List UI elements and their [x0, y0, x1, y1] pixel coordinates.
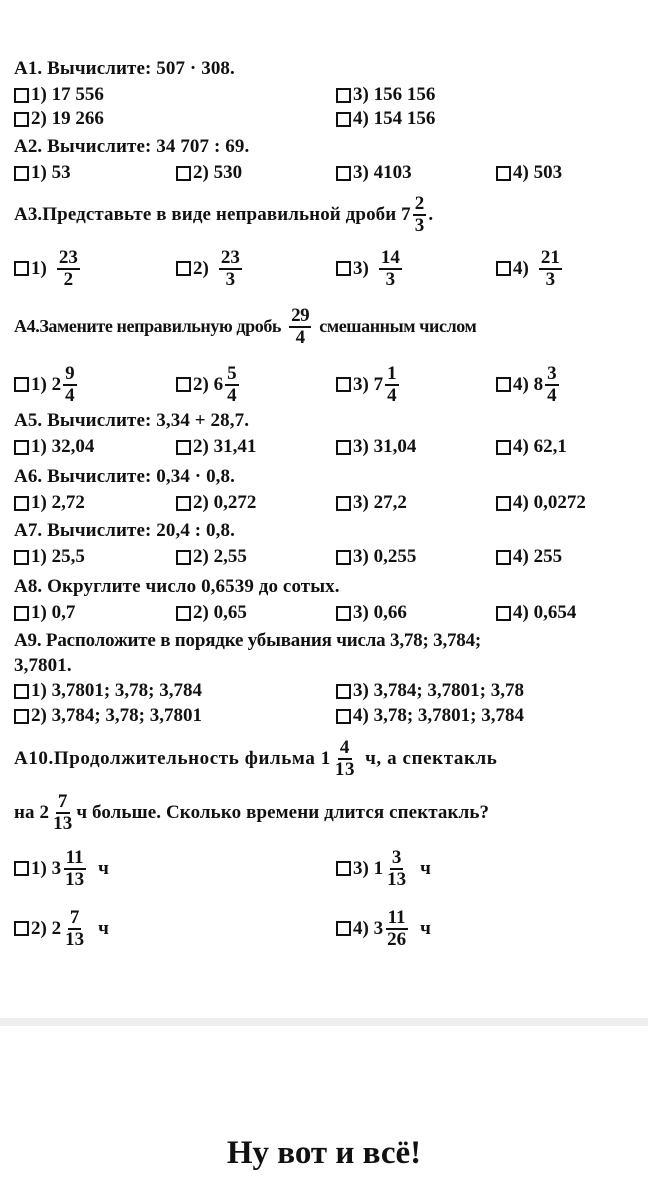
checkbox[interactable] — [336, 709, 351, 724]
option-a7-4[interactable]: 4) 255 — [496, 546, 562, 568]
question-a7: А7. Вычислите: 20,4 : 0,8. — [14, 520, 235, 541]
option-a10-1[interactable]: 1) 3 $\frac{11}{13}$ ч — [14, 848, 109, 890]
option-a8-3[interactable]: 3) 0,66 — [336, 602, 407, 624]
checkbox[interactable] — [336, 550, 351, 565]
checkbox[interactable] — [14, 684, 29, 699]
option-a9-2[interactable]: 2) 3,784; 3,78; 3,7801 — [14, 705, 202, 727]
option-a6-4[interactable]: 4) 0,0272 — [496, 492, 586, 514]
option-a5-3[interactable]: 3) 31,04 — [336, 436, 416, 458]
checkbox[interactable] — [336, 166, 351, 181]
question-a6: А6. Вычислите: 0,34 · 0,8. — [14, 466, 235, 487]
question-a4: А4. Замените неправильную дробь $\frac{29}{4}$ смешанным числом — [14, 305, 477, 348]
option-a9-4[interactable]: 4) 3,78; 3,7801; 3,784 — [336, 705, 524, 727]
option-a1-1[interactable]: 1) 17 556 — [14, 84, 104, 106]
question-a9: А9. Расположите в порядке убывания числа 3,78; 3,784; — [14, 630, 482, 651]
question-a3: А3. Представьте в виде неправильной дроби 7 $\frac{2}{3}$ . — [14, 193, 434, 236]
option-a3-2[interactable]: 2) $\frac{23}{3}$ — [176, 248, 244, 290]
checkbox[interactable] — [496, 261, 511, 276]
option-a1-4[interactable]: 4) 154 156 — [336, 108, 435, 130]
option-a2-1[interactable]: 1) 53 — [14, 162, 71, 184]
question-a8: А8. Округлите число 0,6539 до сотых. — [14, 576, 340, 597]
option-a4-4[interactable]: 4) 8 $\frac{3}{4}$ — [496, 364, 561, 406]
checkbox[interactable] — [176, 261, 191, 276]
option-a9-1[interactable]: 1) 3,7801; 3,78; 3,784 — [14, 680, 202, 702]
checkbox[interactable] — [176, 166, 191, 181]
checkbox[interactable] — [176, 440, 191, 455]
option-a6-2[interactable]: 2) 0,272 — [176, 492, 256, 514]
option-a1-2[interactable]: 2) 19 266 — [14, 108, 104, 130]
checkbox[interactable] — [14, 606, 29, 621]
checkbox[interactable] — [176, 550, 191, 565]
divider — [0, 1018, 648, 1026]
question-a9-continued: 3,7801. — [14, 655, 72, 676]
option-a7-1[interactable]: 1) 25,5 — [14, 546, 85, 568]
fraction: $\frac{4}{13}$ — [334, 737, 356, 780]
checkbox[interactable] — [176, 606, 191, 621]
checkbox[interactable] — [14, 377, 29, 392]
checkbox[interactable] — [14, 496, 29, 511]
checkbox[interactable] — [14, 440, 29, 455]
checkbox[interactable] — [336, 261, 351, 276]
option-a10-3[interactable]: 3) 1 $\frac{3}{13}$ ч — [336, 848, 431, 890]
checkbox[interactable] — [14, 550, 29, 565]
checkbox[interactable] — [496, 377, 511, 392]
fraction: $\frac{29}{4}$ — [291, 305, 310, 348]
option-a8-4[interactable]: 4) 0,654 — [496, 602, 576, 624]
checkbox[interactable] — [336, 606, 351, 621]
checkbox[interactable] — [14, 88, 29, 103]
option-a9-3[interactable]: 3) 3,784; 3,7801; 3,78 — [336, 680, 524, 702]
checkbox[interactable] — [14, 166, 29, 181]
option-a5-1[interactable]: 1) 32,04 — [14, 436, 94, 458]
option-a6-1[interactable]: 1) 2,72 — [14, 492, 85, 514]
option-a6-3[interactable]: 3) 27,2 — [336, 492, 407, 514]
question-a10-line2: на 2 $\frac{7}{13}$ ч больше. Сколько времени длится спектакль? — [14, 791, 490, 834]
checkbox[interactable] — [14, 261, 29, 276]
checkbox[interactable] — [336, 112, 351, 127]
question-a10: А10. Продолжительность фильма 1 $\frac{4}{13}$ ч, а спектакль — [14, 737, 498, 780]
option-a4-3[interactable]: 3) 7 $\frac{1}{4}$ — [336, 364, 401, 406]
option-a2-2[interactable]: 2) 530 — [176, 162, 242, 184]
checkbox[interactable] — [496, 550, 511, 565]
checkbox[interactable] — [14, 921, 29, 936]
option-a10-2[interactable]: 2) 2 $\frac{7}{13}$ ч — [14, 908, 109, 950]
checkbox[interactable] — [496, 440, 511, 455]
checkbox[interactable] — [14, 709, 29, 724]
checkbox[interactable] — [336, 496, 351, 511]
checkbox[interactable] — [176, 496, 191, 511]
checkbox[interactable] — [336, 440, 351, 455]
checkbox[interactable] — [336, 684, 351, 699]
option-a2-3[interactable]: 3) 4103 — [336, 162, 412, 184]
checkbox[interactable] — [336, 88, 351, 103]
question-a2: А2. Вычислите: 34 707 : 69. — [14, 136, 250, 157]
checkbox[interactable] — [336, 377, 351, 392]
option-a3-3[interactable]: 3) $\frac{14}{3}$ — [336, 248, 404, 290]
option-a8-1[interactable]: 1) 0,7 — [14, 602, 75, 624]
option-a4-2[interactable]: 2) 6 $\frac{5}{4}$ — [176, 364, 241, 406]
option-a7-3[interactable]: 3) 0,255 — [336, 546, 416, 568]
option-a3-1[interactable]: 1) $\frac{23}{2}$ — [14, 248, 82, 290]
option-a3-4[interactable]: 4) $\frac{21}{3}$ — [496, 248, 564, 290]
option-a5-4[interactable]: 4) 62,1 — [496, 436, 567, 458]
option-a10-4[interactable]: 4) 3 $\frac{11}{26}$ ч — [336, 908, 431, 950]
option-a1-3[interactable]: 3) 156 156 — [336, 84, 435, 106]
checkbox[interactable] — [496, 166, 511, 181]
option-a8-2[interactable]: 2) 0,65 — [176, 602, 247, 624]
checkbox[interactable] — [496, 606, 511, 621]
question-a5: А5. Вычислите: 3,34 + 28,7. — [14, 410, 250, 431]
checkbox[interactable] — [496, 496, 511, 511]
checkbox[interactable] — [14, 112, 29, 127]
fraction: $\frac{2}{3}$ — [414, 193, 425, 236]
option-a4-1[interactable]: 1) 2 $\frac{9}{4}$ — [14, 364, 79, 406]
fraction: $\frac{7}{13}$ — [53, 791, 73, 834]
question-a1: А1. Вычислите: 507 · 308. — [14, 58, 235, 79]
option-a5-2[interactable]: 2) 31,41 — [176, 436, 256, 458]
checkbox[interactable] — [336, 921, 351, 936]
option-a7-2[interactable]: 2) 2,55 — [176, 546, 247, 568]
checkbox[interactable] — [176, 377, 191, 392]
checkbox[interactable] — [336, 861, 351, 876]
closing-caption: Ну вот и всё! — [226, 1135, 422, 1171]
checkbox[interactable] — [14, 861, 29, 876]
option-a2-4[interactable]: 4) 503 — [496, 162, 562, 184]
